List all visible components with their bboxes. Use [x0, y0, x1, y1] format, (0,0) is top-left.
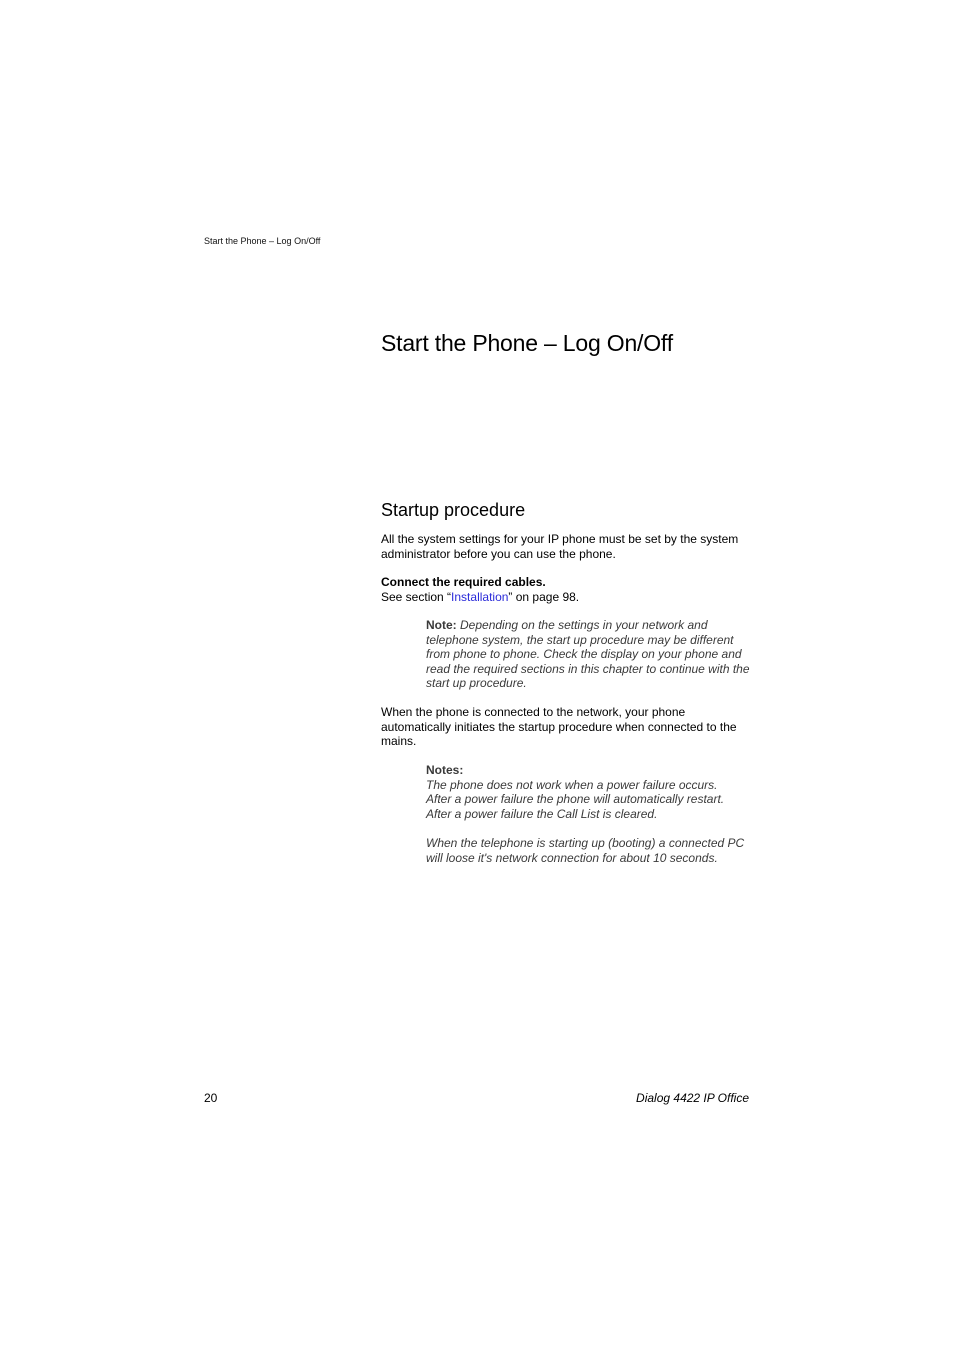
step-heading: Connect the required cables. — [381, 575, 546, 589]
chapter-title: Start the Phone – Log On/Off — [381, 330, 673, 356]
note-label: Note: — [426, 618, 457, 632]
step-ref-suffix: ” on page 98. — [508, 589, 580, 604]
step-ref-prefix: See section “ — [381, 589, 452, 604]
notes-line: After a power failure the phone will automatically restart. — [426, 792, 725, 807]
note-text: Depending on the settings in your network and telephone system, the start up procedure may be different from phone to phone. Check the display on your phone and read the required sections in this chapter to continue with the start up procedure. — [426, 618, 750, 691]
connect-paragraph: When the phone is connected to the network, your phone automatically initiates the startup procedure when connected to the mains. — [381, 705, 737, 749]
notes-label: Notes: — [426, 763, 464, 777]
notes-line: After a power failure the Call List is cleared. — [426, 806, 658, 821]
footer-document-name: Dialog 4422 IP Office — [636, 1091, 749, 1105]
section-heading: Startup procedure — [381, 500, 526, 520]
note-box — [426, 618, 756, 691]
running-header: Start the Phone – Log On/Off — [204, 236, 321, 246]
intro-paragraph: All the system settings for your IP phone must be set by the system administrator before you can use the phone. — [381, 532, 739, 561]
footer-page-number: 20 — [204, 1091, 218, 1105]
installation-link[interactable]: Installation — [451, 589, 509, 604]
notes-line: The phone does not work when a power failure occurs. — [426, 777, 718, 792]
step-block — [381, 575, 756, 604]
notes-extra: When the telephone is starting up (booting) a connected PC will loose it's network connection for about 10 seconds. — [426, 835, 745, 865]
notes-spacer — [426, 821, 756, 836]
notes-box — [426, 763, 756, 865]
